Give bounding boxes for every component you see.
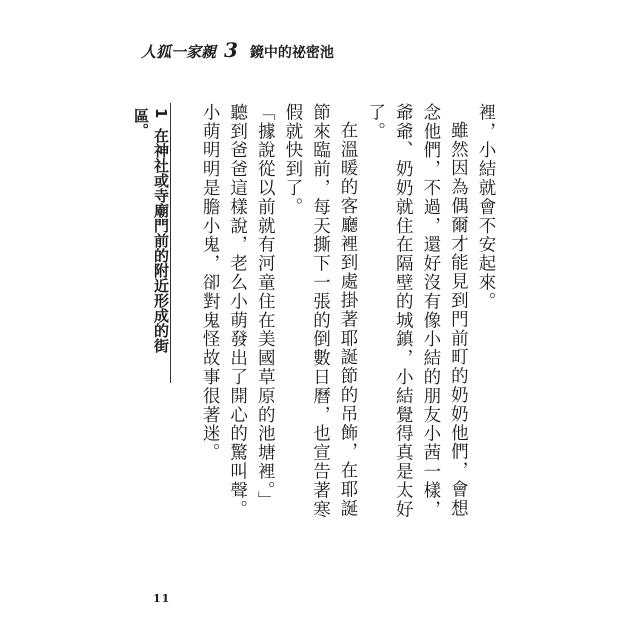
footnote-number: 1 [152, 108, 170, 119]
paragraph-2: 雖然因為偶爾才能見到門前町的奶奶他們，會想念他們，不過，還好沒有像小結的朋友小茜一樣，爺爺、奶奶就住在隔壁的城鎮，小結覺得真是太好了。 [365, 103, 469, 519]
paragraph-4: 「據說從以前就有河童住在美國草原的池塘裡。」 [255, 103, 276, 511]
series-title: 人狐一家親 [141, 43, 217, 61]
volume-number: 3 [224, 38, 238, 62]
body-text [195, 103, 499, 523]
paragraph-5: 聽到爸爸這樣說，老么小萌發出了開心的驚叫聲。小萌明明是膽小鬼，卻對鬼怪故事很著迷。 [200, 103, 248, 519]
paragraph-3: 在溫暖的客廳裡到處掛著耶誕節的吊飾，在耶誕節來臨前，每天撕下一張的倒數日曆，也宣告著寒假就快到了。 [282, 103, 359, 519]
book-title: 鏡中的祕密池 [249, 45, 334, 61]
page-number: 11 [153, 592, 171, 605]
running-header [141, 38, 334, 62]
paragraph-1: 裡，小結就會不安起來。 [476, 103, 496, 311]
footnote [132, 108, 171, 358]
footnote-text: 在神社或寺廟門前的附近形成的街區。 [132, 108, 170, 353]
